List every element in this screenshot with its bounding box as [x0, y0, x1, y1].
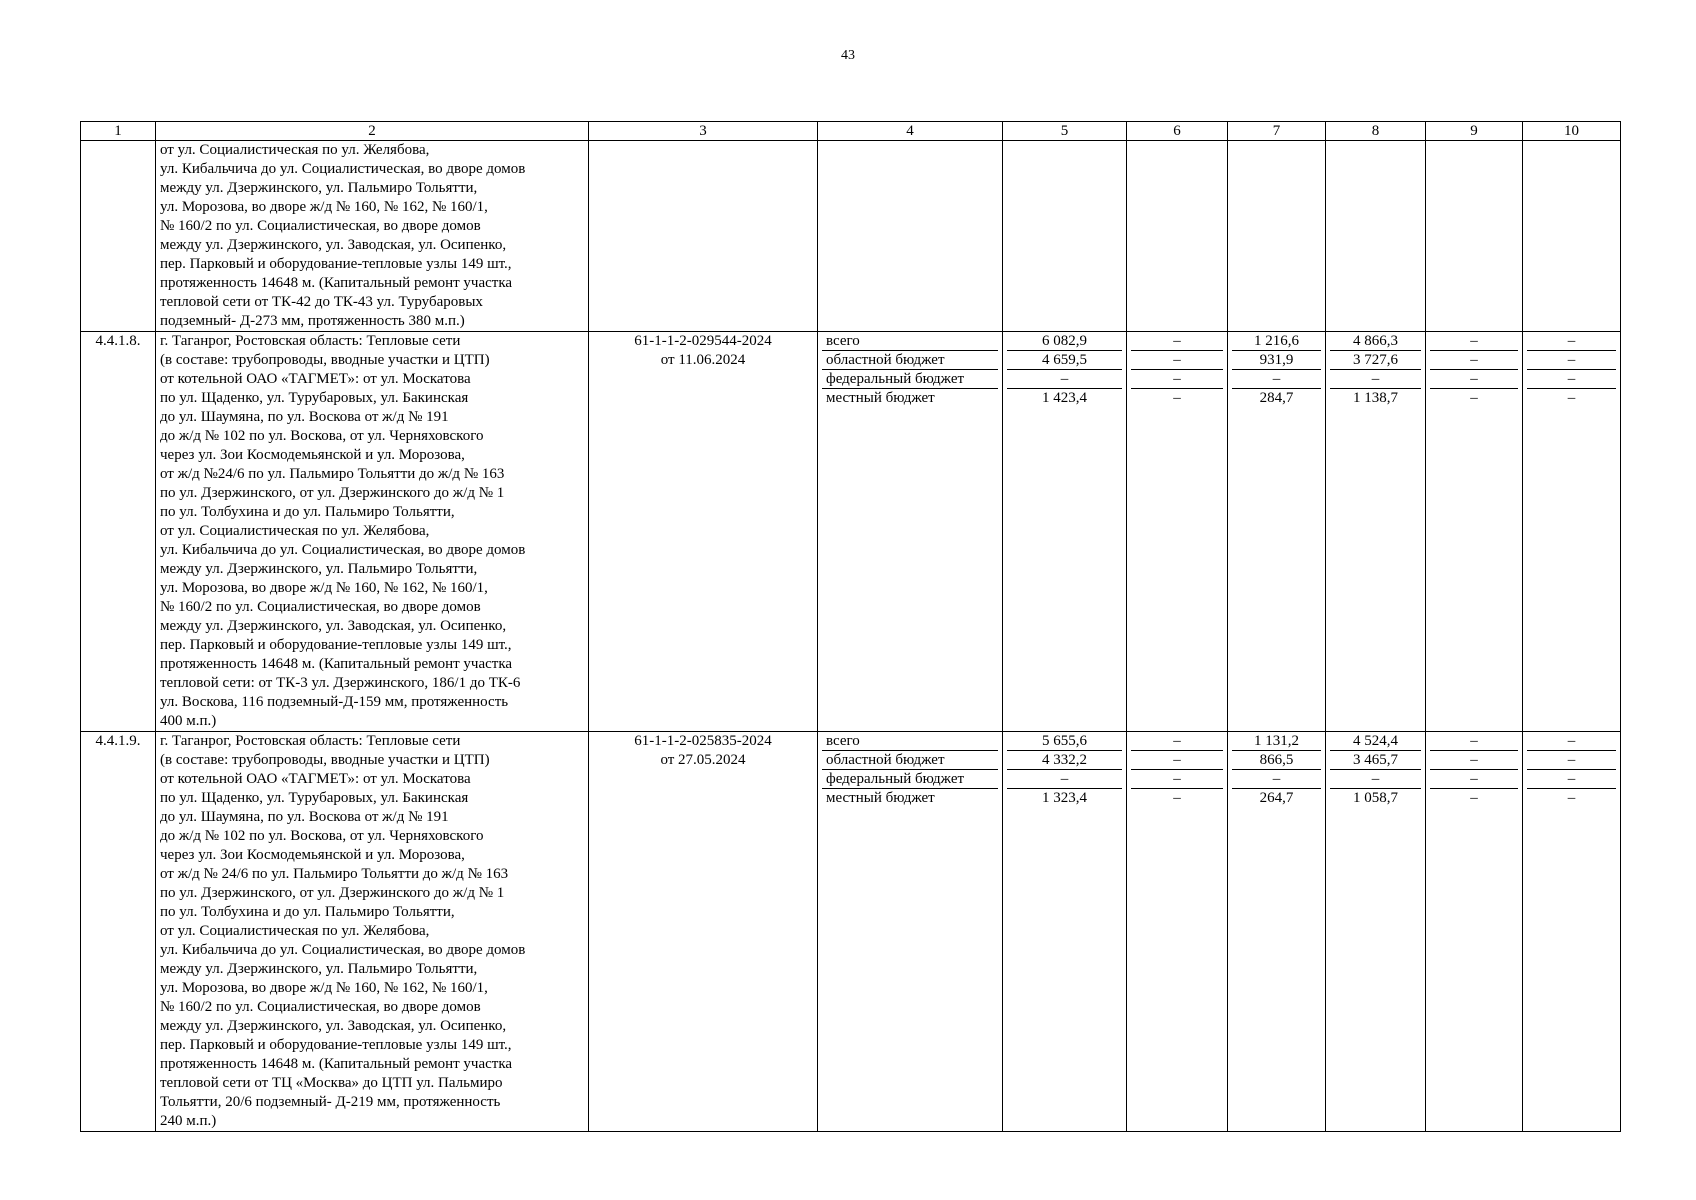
amount-col6: –	[1131, 332, 1223, 351]
description-line: ул. Морозова, во дворе ж/д № 160, № 162, № 160/1,	[160, 199, 488, 215]
description-line: между ул. Дзержинского, ул. Заводская, ул. Осипенко,	[160, 1018, 507, 1034]
amount-col6: –	[1131, 732, 1223, 751]
description-line: между ул. Дзержинского, ул. Заводская, ул. Осипенко,	[160, 618, 507, 634]
funding-source: всего	[822, 732, 998, 751]
code-cell	[589, 332, 818, 732]
description-line: от ж/д №24/6 по ул. Пальмиро Тольятти до ж/д № 163	[160, 466, 505, 482]
amount-col6: –	[1131, 370, 1223, 389]
table-row	[81, 332, 1621, 732]
amount-col8: 4 866,3	[1330, 332, 1421, 351]
row-number-cell	[81, 141, 156, 332]
amount-col9-cell	[1426, 332, 1523, 732]
value-cell	[1523, 141, 1621, 332]
amount-col7: 264,7	[1259, 790, 1294, 806]
amount-col5: –	[1007, 770, 1122, 789]
source-cell	[818, 141, 1003, 332]
amount-col6: –	[1131, 770, 1223, 789]
value-cell	[1326, 141, 1426, 332]
description-line: тепловой сети от ТЦ «Москва» до ЦТП ул. Пальмиро	[160, 1075, 503, 1091]
value-cell	[1228, 141, 1326, 332]
description-line: до ул. Шаумяна, по ул. Воскова от ж/д № 191	[160, 809, 449, 825]
description-line: ул. Морозова, во дворе ж/д № 160, № 162, № 160/1,	[160, 980, 488, 996]
funding-source: областной бюджет	[822, 751, 998, 770]
amount-col5: 1 423,4	[1042, 390, 1087, 406]
description-line: по ул. Щаденко, ул. Турубаровых, ул. Бакинская	[160, 390, 469, 406]
description-line: г. Таганрог, Ростовская область: Тепловые сети	[160, 333, 461, 349]
amount-col8-cell	[1326, 732, 1426, 1132]
amount-col8: 1 058,7	[1353, 790, 1398, 806]
description-line: ул. Кибальчича до ул. Социалистическая, во дворе домов	[160, 942, 526, 958]
amount-col10: –	[1527, 751, 1616, 770]
description-line: до ж/д № 102 по ул. Воскова, от ул. Черняховского	[160, 828, 484, 844]
description-line: тепловой сети от ТК-42 до ТК-43 ул. Турубаровых	[160, 294, 483, 310]
amount-col9: –	[1430, 751, 1518, 770]
description-line: до ул. Шаумяна, по ул. Воскова от ж/д № 191	[160, 409, 449, 425]
value-cell	[1127, 141, 1228, 332]
amount-col8: –	[1330, 770, 1421, 789]
funding-source: местный бюджет	[826, 390, 935, 406]
code-cell	[589, 141, 818, 332]
amount-col9: –	[1470, 790, 1478, 806]
description-line: № 160/2 по ул. Социалистическая, во дворе домов	[160, 999, 481, 1015]
registration-date: от 11.06.2024	[660, 352, 746, 368]
amount-col10: –	[1527, 332, 1616, 351]
description-line: протяженность 14648 м. (Капитальный ремонт участка	[160, 275, 513, 291]
description-line: от ул. Социалистическая по ул. Желябова,	[160, 142, 430, 158]
amount-col7-cell	[1228, 332, 1326, 732]
amount-col5: 4 332,2	[1007, 751, 1122, 770]
description-line: по ул. Дзержинского, от ул. Дзержинского до ж/д № 1	[160, 485, 505, 501]
amount-col5: 5 655,6	[1007, 732, 1122, 751]
amount-col9: –	[1430, 770, 1518, 789]
amount-col8: –	[1330, 370, 1421, 389]
amount-col6: –	[1131, 351, 1223, 370]
description-line: по ул. Дзержинского, от ул. Дзержинского до ж/д № 1	[160, 885, 505, 901]
description-line: ул. Кибальчича до ул. Социалистическая, во дворе домов	[160, 542, 526, 558]
description-line: (в составе: трубопроводы, вводные участки и ЦТП)	[160, 352, 490, 368]
description-line: г. Таганрог, Ростовская область: Тепловые сети	[160, 733, 461, 749]
amount-col7: 1 216,6	[1232, 332, 1321, 351]
amount-col7: –	[1232, 370, 1321, 389]
amount-col9: –	[1430, 351, 1518, 370]
description-line: (в составе: трубопроводы, вводные участки и ЦТП)	[160, 752, 490, 768]
header-cell: 5	[1003, 122, 1127, 141]
amount-col9-cell	[1426, 732, 1523, 1132]
amount-col10: –	[1527, 732, 1616, 751]
header-cell: 2	[156, 122, 589, 141]
funding-source: областной бюджет	[822, 351, 998, 370]
row-number-cell: 4.4.1.8.	[81, 332, 156, 732]
registration-date: от 27.05.2024	[660, 752, 746, 768]
amount-col5-cell	[1003, 332, 1127, 732]
description-line: через ул. Зои Космодемьянской и ул. Морозова,	[160, 447, 465, 463]
amount-col9: –	[1430, 332, 1518, 351]
description-line: по ул. Толбухина и до ул. Пальмиро Тольятти,	[160, 504, 455, 520]
amount-col8: 3 465,7	[1330, 751, 1421, 770]
amount-col10: –	[1527, 770, 1616, 789]
description-line: от котельной ОАО «ТАГМЕТ»: от ул. Москатова	[160, 371, 471, 387]
header-cell: 7	[1228, 122, 1326, 141]
description-line: пер. Парковый и оборудование-тепловые узлы 149 шт.,	[160, 637, 512, 653]
description-line: между ул. Дзержинского, ул. Пальмиро Тольятти,	[160, 180, 478, 196]
budget-table	[80, 121, 1621, 1132]
header-cell: 4	[818, 122, 1003, 141]
funding-source: всего	[822, 332, 998, 351]
amount-col5: 6 082,9	[1007, 332, 1122, 351]
description-line: протяженность 14648 м. (Капитальный ремонт участка	[160, 1056, 513, 1072]
continuation-row	[81, 141, 1621, 332]
description-line: до ж/д № 102 по ул. Воскова, от ул. Черняховского	[160, 428, 484, 444]
header-cell: 8	[1326, 122, 1426, 141]
description-line: Тольятти, 20/6 подземный- Д-219 мм, протяженность	[160, 1094, 501, 1110]
table-row	[81, 732, 1621, 1132]
description-cell	[156, 332, 589, 732]
amount-col10-cell	[1523, 732, 1621, 1132]
description-line: между ул. Дзержинского, ул. Заводская, ул. Осипенко,	[160, 237, 507, 253]
description-line: пер. Парковый и оборудование-тепловые узлы 149 шт.,	[160, 256, 512, 272]
description-cell	[156, 141, 589, 332]
description-line: через ул. Зои Космодемьянской и ул. Морозова,	[160, 847, 465, 863]
funding-source: федеральный бюджет	[822, 370, 998, 389]
amount-col8-cell	[1326, 332, 1426, 732]
description-line: ул. Воскова, 116 подземный-Д-159 мм, протяженность	[160, 694, 509, 710]
description-line: от котельной ОАО «ТАГМЕТ»: от ул. Москатова	[160, 771, 471, 787]
description-line: ул. Кибальчича до ул. Социалистическая, во дворе домов	[160, 161, 526, 177]
header-cell: 9	[1426, 122, 1523, 141]
description-line: между ул. Дзержинского, ул. Пальмиро Тольятти,	[160, 561, 478, 577]
description-line: от ж/д № 24/6 по ул. Пальмиро Тольятти до ж/д № 163	[160, 866, 509, 882]
amount-col5: 1 323,4	[1042, 790, 1087, 806]
description-line: от ул. Социалистическая по ул. Желябова,	[160, 923, 430, 939]
description-line: ул. Морозова, во дворе ж/д № 160, № 162, № 160/1,	[160, 580, 488, 596]
amount-col7: –	[1232, 770, 1321, 789]
funding-source-cell	[818, 732, 1003, 1132]
amount-col7: 1 131,2	[1232, 732, 1321, 751]
amount-col10: –	[1567, 390, 1576, 406]
description-line: № 160/2 по ул. Социалистическая, во дворе домов	[160, 218, 481, 234]
amount-col5: –	[1007, 370, 1122, 389]
funding-source: федеральный бюджет	[822, 770, 998, 789]
amount-col6-cell	[1127, 732, 1228, 1132]
description-line: № 160/2 по ул. Социалистическая, во дворе домов	[160, 599, 481, 615]
amount-col10-cell	[1523, 332, 1621, 732]
description-line: 240 м.п.)	[160, 1113, 217, 1129]
amount-col7: 931,9	[1232, 351, 1321, 370]
amount-col6: –	[1173, 390, 1181, 406]
description-line: пер. Парковый и оборудование-тепловые узлы 149 шт.,	[160, 1037, 512, 1053]
description-line: 400 м.п.)	[160, 713, 217, 729]
amount-col7-cell	[1228, 732, 1326, 1132]
description-line: между ул. Дзержинского, ул. Пальмиро Тольятти,	[160, 961, 478, 977]
header-row	[81, 122, 1621, 141]
row-number-cell: 4.4.1.9.	[81, 732, 156, 1132]
description-cell	[156, 732, 589, 1132]
header-cell: 6	[1127, 122, 1228, 141]
page-number: 43	[841, 48, 855, 63]
amount-col10: –	[1567, 790, 1576, 806]
header-cell: 3	[589, 122, 818, 141]
description-line: по ул. Толбухина и до ул. Пальмиро Тольятти,	[160, 904, 455, 920]
amount-col9: –	[1430, 732, 1518, 751]
value-cell	[1003, 141, 1127, 332]
amount-col6: –	[1173, 790, 1181, 806]
funding-source-cell	[818, 332, 1003, 732]
funding-source: местный бюджет	[826, 790, 935, 806]
amount-col5: 4 659,5	[1007, 351, 1122, 370]
amount-col5-cell	[1003, 732, 1127, 1132]
description-line: по ул. Щаденко, ул. Турубаровых, ул. Бакинская	[160, 790, 469, 806]
amount-col8: 1 138,7	[1353, 390, 1398, 406]
registration-code: 61-1-1-2-025835-2024	[634, 733, 772, 749]
amount-col8: 4 524,4	[1330, 732, 1421, 751]
value-cell	[1426, 141, 1523, 332]
description-line: от ул. Социалистическая по ул. Желябова,	[160, 523, 430, 539]
amount-col10: –	[1527, 370, 1616, 389]
header-cell: 10	[1523, 122, 1621, 141]
amount-col9: –	[1430, 370, 1518, 389]
amount-col7: 866,5	[1232, 751, 1321, 770]
amount-col7: 284,7	[1259, 390, 1294, 406]
amount-col6: –	[1131, 751, 1223, 770]
amount-col9: –	[1470, 390, 1478, 406]
amount-col6-cell	[1127, 332, 1228, 732]
description-line: подземный- Д-273 мм, протяженность 380 м.п.)	[160, 313, 465, 329]
description-line: тепловой сети: от ТК-3 ул. Дзержинского, 186/1 до ТК-6	[160, 675, 521, 691]
registration-code: 61-1-1-2-029544-2024	[634, 333, 772, 349]
amount-col10: –	[1527, 351, 1616, 370]
header-cell: 1	[81, 122, 156, 141]
code-cell	[589, 732, 818, 1132]
amount-col8: 3 727,6	[1330, 351, 1421, 370]
description-line: протяженность 14648 м. (Капитальный ремонт участка	[160, 656, 513, 672]
